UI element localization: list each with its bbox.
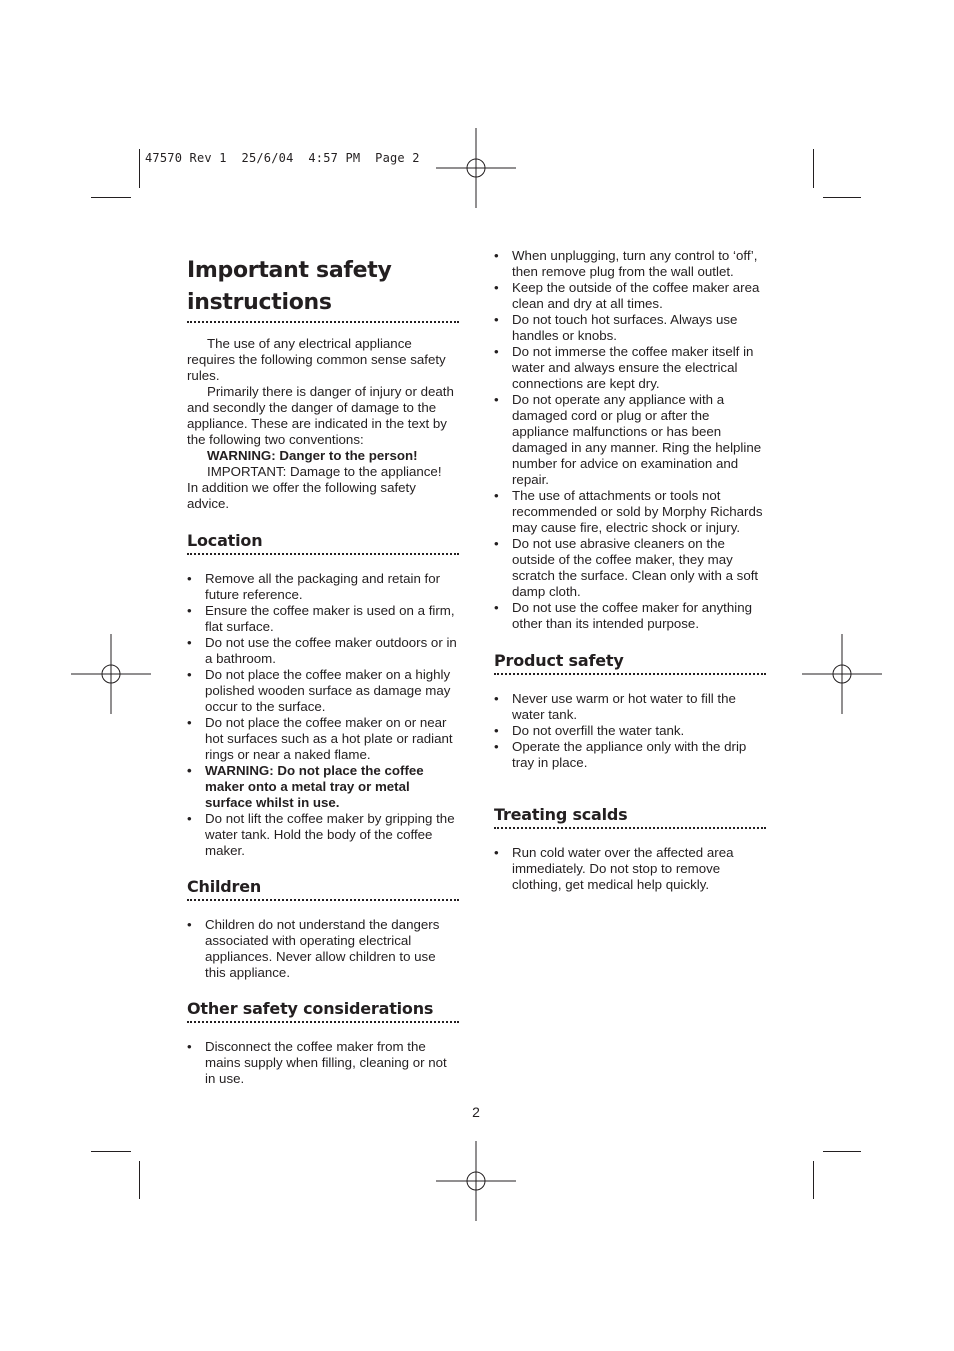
bullet-icon: • xyxy=(494,739,499,754)
bullet-icon: • xyxy=(494,845,499,860)
list-item: • Do not place the coffee maker on or near hot surfaces such as a hot plate or radiant rings or near a naked flame. xyxy=(187,715,453,762)
intro-paragraph: Primarily there is danger of injury or death and secondly the danger of damage to the appliance. These are indicated in the text by the following two conventions: xyxy=(187,384,454,447)
list-item: • Operate the appliance only with the drip tray in place. xyxy=(494,739,747,770)
treating-scalds-list xyxy=(494,845,766,893)
intro-paragraph: In addition we offer the following safety advice. xyxy=(187,480,416,511)
section-dotted-rule xyxy=(494,827,766,829)
section-heading: Treating scalds xyxy=(494,805,628,824)
registration-mark-icon xyxy=(802,634,882,714)
section-heading: Product safety xyxy=(494,651,624,670)
registration-mark-icon xyxy=(71,634,151,714)
bullet-icon: • xyxy=(187,603,192,618)
bullet-icon: • xyxy=(187,635,192,650)
bullet-icon: • xyxy=(187,715,192,730)
important-convention: IMPORTANT: Damage to the appliance! xyxy=(207,464,442,479)
list-item: • When unplugging, turn any control to ‘off’, then remove plug from the wall outlet. xyxy=(494,248,758,279)
section-other-safety xyxy=(187,999,459,1087)
bullet-icon: • xyxy=(494,691,499,706)
bullet-icon: • xyxy=(494,248,499,263)
list-item-warning: • WARNING: Do not place the coffee maker onto a metal tray or metal surface whilst in use. xyxy=(187,763,424,810)
crop-mark xyxy=(139,149,140,188)
list-item: • Do not use the coffee maker for anything other than its intended purpose. xyxy=(494,600,752,631)
bullet-icon: • xyxy=(494,280,499,295)
other-safety-list-part-1 xyxy=(187,1039,459,1087)
bullet-icon: • xyxy=(494,600,499,615)
title-dotted-rule xyxy=(187,321,459,323)
registration-mark-icon xyxy=(436,1141,516,1221)
intro-paragraph: The use of any electrical appliance requires the following common sense safety rules. xyxy=(187,336,446,383)
list-item: • Do not overfill the water tank. xyxy=(494,723,685,738)
right-column xyxy=(494,248,766,893)
list-item: • Do not use abrasive cleaners on the outside of the coffee maker, they may scratch the surface. Clean only with a soft damp cloth. xyxy=(494,536,759,599)
crop-mark xyxy=(823,1151,861,1152)
section-location xyxy=(187,531,459,859)
bullet-icon: • xyxy=(494,392,499,407)
intro xyxy=(187,336,459,512)
page-title xyxy=(187,255,459,319)
bullet-icon: • xyxy=(494,723,499,738)
crop-mark xyxy=(813,149,814,188)
section-heading: Other safety considerations xyxy=(187,999,434,1018)
section-dotted-rule xyxy=(494,673,766,675)
warning-convention: WARNING: Danger to the person! xyxy=(207,448,418,463)
crop-mark xyxy=(139,1161,140,1199)
crop-mark xyxy=(91,1151,131,1152)
page-title-line-1: Important safety xyxy=(187,258,392,283)
list-item: • Children do not understand the dangers associated with operating electrical appliances. Never allow children to use this appliance. xyxy=(187,917,440,980)
bullet-icon: • xyxy=(187,1039,192,1054)
page-number: 2 xyxy=(472,1104,480,1120)
printer-slug: 47570 Rev 1 25/6/04 4:57 PM Page 2 xyxy=(145,151,420,165)
list-item: • Do not operate any appliance with a damaged cord or plug or after the appliance malfunctions or has been damaged in any manner. Ring the helpline number for advice on examination and repair. xyxy=(494,392,762,487)
bullet-icon: • xyxy=(494,312,499,327)
list-item: • Do not immerse the coffee maker itself in water and always ensure the electrical connections are kept dry. xyxy=(494,344,754,391)
list-item: • Ensure the coffee maker is used on a firm, flat surface. xyxy=(187,603,455,634)
bullet-icon: • xyxy=(187,667,192,682)
section-children xyxy=(187,877,459,981)
page-title-line-2: instructions xyxy=(187,290,332,315)
list-item: • Run cold water over the affected area immediately. Do not stop to remove clothing, get medical help quickly. xyxy=(494,845,734,892)
crop-mark xyxy=(813,1161,814,1199)
section-treating-scalds xyxy=(494,805,766,893)
list-item: • Do not touch hot surfaces. Always use handles or knobs. xyxy=(494,312,738,343)
section-heading: Children xyxy=(187,877,262,896)
list-item: • Disconnect the coffee maker from the mains supply when filling, cleaning or not in use. xyxy=(187,1039,447,1086)
list-item: • Do not use the coffee maker outdoors or in a bathroom. xyxy=(187,635,457,666)
registration-mark-icon xyxy=(436,128,516,208)
bullet-icon: • xyxy=(187,571,192,586)
list-item: • Keep the outside of the coffee maker area clean and dry at all times. xyxy=(494,280,760,311)
location-list xyxy=(187,571,459,859)
left-column xyxy=(187,255,459,1087)
crop-mark xyxy=(91,197,131,198)
other-safety-list-part-2 xyxy=(494,248,766,632)
section-dotted-rule xyxy=(187,899,459,901)
list-item: • Remove all the packaging and retain for future reference. xyxy=(187,571,441,602)
bullet-icon: • xyxy=(494,488,499,503)
bullet-icon: • xyxy=(187,917,192,932)
section-dotted-rule xyxy=(187,553,459,555)
bullet-icon: • xyxy=(187,811,192,826)
bullet-icon: • xyxy=(187,763,192,778)
section-dotted-rule xyxy=(187,1021,459,1023)
bullet-icon: • xyxy=(494,344,499,359)
list-item: • Do not place the coffee maker on a highly polished wooden surface as damage may occur to the surface. xyxy=(187,667,451,714)
crop-mark xyxy=(823,197,861,198)
list-item: • Never use warm or hot water to fill the water tank. xyxy=(494,691,736,722)
bullet-icon: • xyxy=(494,536,499,551)
section-product-safety xyxy=(494,651,766,771)
section-heading: Location xyxy=(187,531,263,550)
list-item: • The use of attachments or tools not recommended or sold by Morphy Richards may cause fire, electric shock or injury. xyxy=(494,488,763,535)
product-safety-list xyxy=(494,691,766,771)
list-item: • Do not lift the coffee maker by gripping the water tank. Hold the body of the coffee maker. xyxy=(187,811,455,858)
children-list xyxy=(187,917,459,981)
